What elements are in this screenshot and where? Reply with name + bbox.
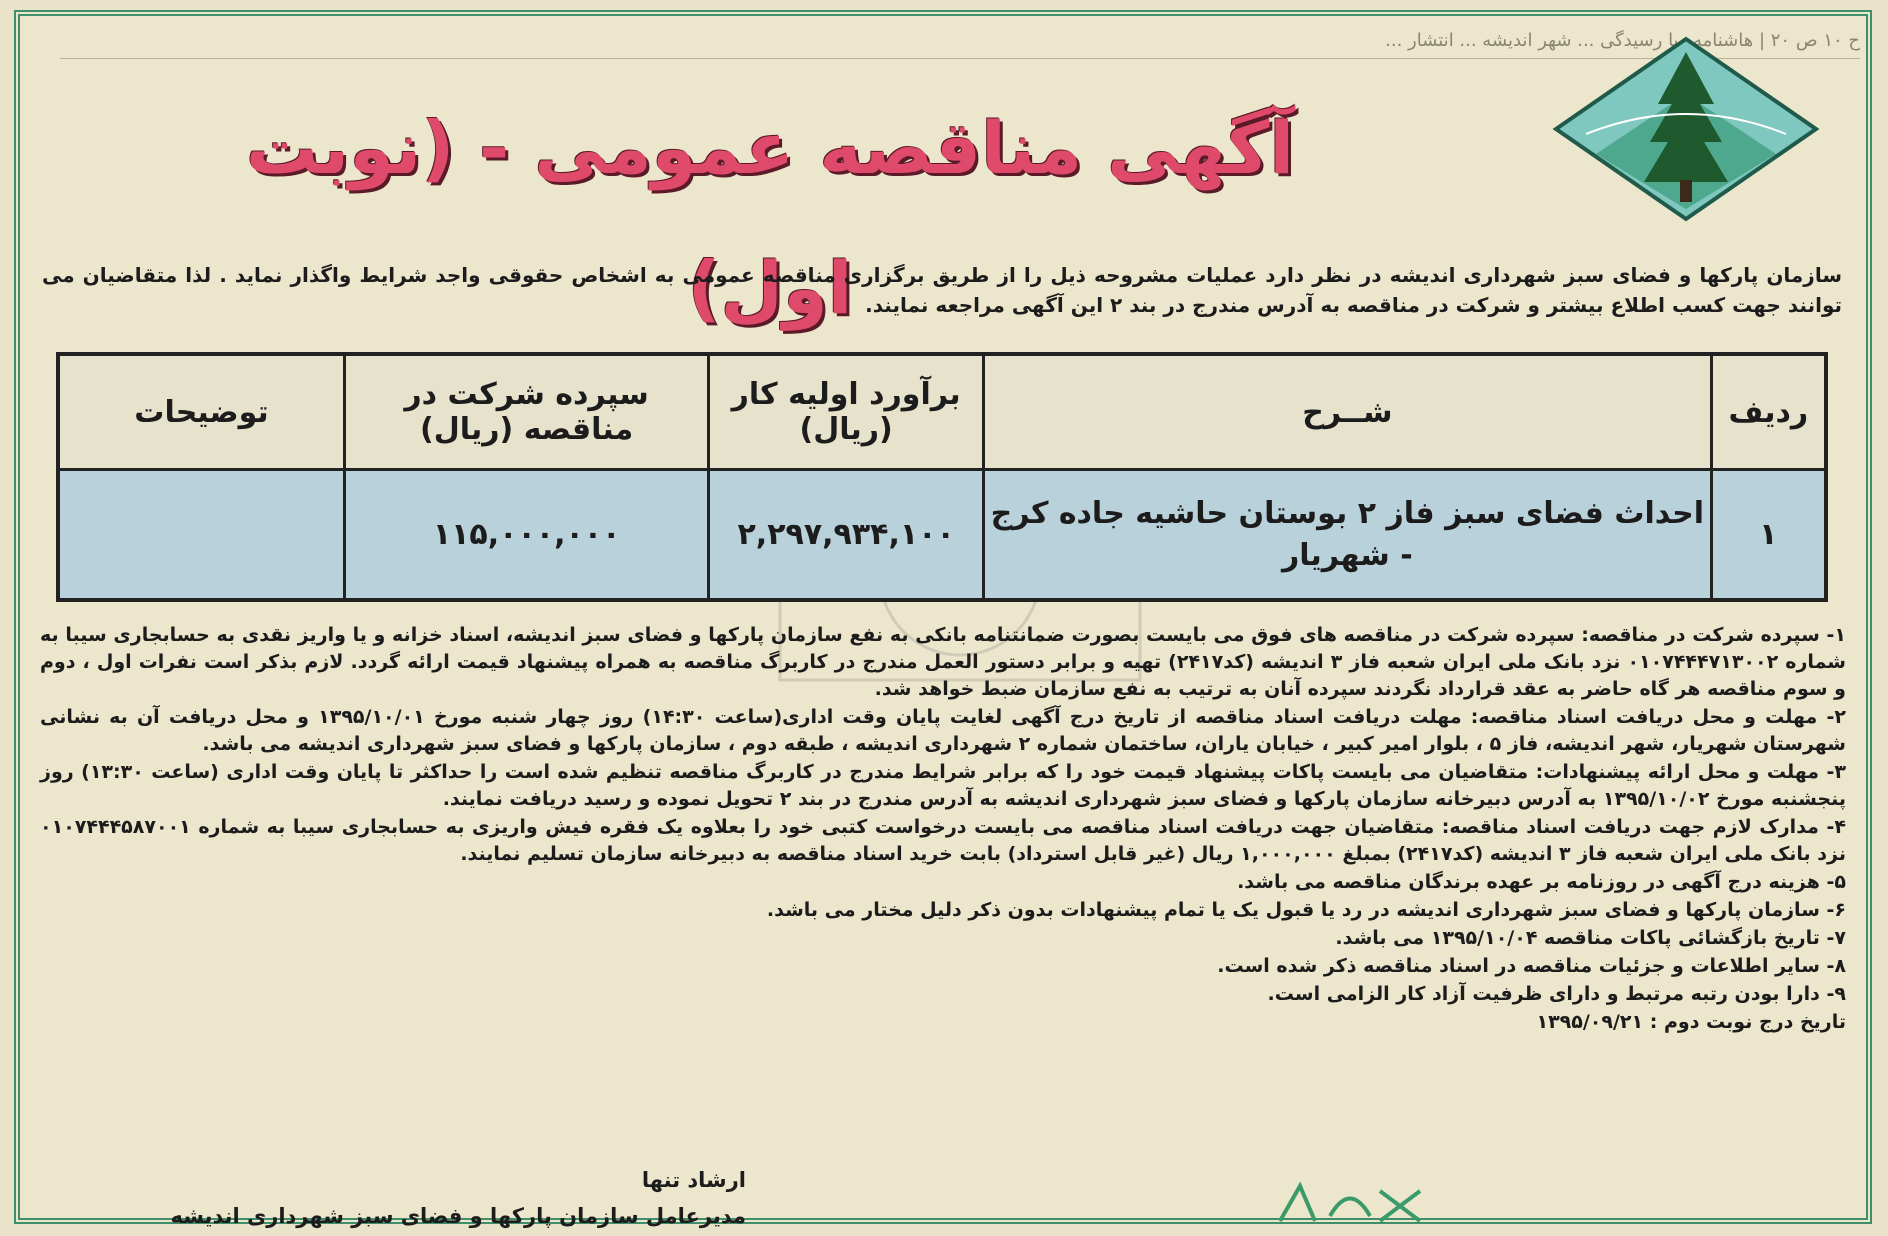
condition-text: تاریخ درج نوبت دوم : ۱۳۹۵/۰۹/۲۱ [1536, 1011, 1846, 1033]
condition-text: ۹- دارا بودن رتبه مرتبط و دارای ظرفیت آزاد کار الزامی است. [1267, 983, 1846, 1005]
signatory-position: مدیرعامل سازمان پارکها و فضای سبز شهرداری اندیشه [170, 1204, 746, 1228]
cell-deposit: ۱۱۵,۰۰۰,۰۰۰ [344, 470, 708, 601]
table-row [58, 470, 1826, 601]
condition-item [40, 869, 1846, 896]
condition-item [40, 981, 1846, 1008]
condition-heading: ۱- سپرده شرکت در مناقصه: [1581, 624, 1846, 646]
tender-table [56, 352, 1828, 602]
signature-block [46, 1162, 746, 1234]
cell-description: احداث فضای سبز فاز ۲ بوستان حاشیه جاده کرج - شهریار [984, 470, 1712, 601]
col-header-description: شــرح [984, 354, 1712, 470]
condition-text: متقاضیان می بایست پاکات پیشنهاد قیمت خود را که برابر شرایط مندرج در کاربرگ مناقصه تنظیم شده است را حداکثر تا پایان وقت اداری (ساعت ۱۳:۳۰) روز پنجشنبه مورخ ۱۳۹۵/۱۰/۰۲ به آدرس دبیرخانه سازمان پارکها و فضای سبز شهرداری اندیشه به آدرس مندرج در بند ۲ تحویل نموده و رسید دریافت نمایند. [40, 761, 1846, 810]
condition-item [40, 814, 1846, 868]
intro-paragraph: سازمان پارکها و فضای سبز شهرداری اندیشه در نظر دارد عملیات مشروحه ذیل را از طریق برگزاری مناقصه عمومی به اشخاص حقوقی واجد شرایط واگذار نماید . لذا متقاضیان می توانند جهت کسب اطلاع بیشتر و شرکت در مناقصه به آدرس مندرج در بند ۲ این آگهی مراجعه نمایند. [42, 263, 1842, 317]
col-header-row-number: ردیف [1711, 354, 1826, 470]
condition-text: ۶- سازمان پارکها و فضای سبز شهرداری اندیشه در رد یا قبول یک یا تمام پیشنهادات بدون ذکر دلیل مختار می باشد. [766, 899, 1846, 921]
condition-heading: ۲- مهلت و محل دریافت اسناد مناقصه: [1470, 706, 1846, 728]
cell-estimate: ۲,۲۹۷,۹۳۴,۱۰۰ [709, 470, 984, 601]
col-header-deposit: سپرده شرکت در مناقصه (ریال) [344, 354, 708, 470]
table-header-row [58, 354, 1826, 470]
top-strip: ح ۱۰ ص ۲۰ | هاشنامه ربا رسیدگی ... شهر اندیشه ... انتشار ... [60, 30, 1860, 59]
handwritten-mark [1270, 1176, 1430, 1226]
condition-text: سپرده شرکت در مناقصه های فوق می بایست بصورت ضمانتنامه بانکی به نفع سازمان پارکها و فضای سبز اندیشه، اسناد خزانه و یا واریز نقدی به حسابجاری سیبا به شماره ۰۱۰۷۴۴۴۷۱۳۰۰۲ نزد بانک ملی ایران شعبه فاز ۳ اندیشه (کد۲۴۱۷) تهیه و برابر دستور العمل مندرج در کاربرگ مناقصه به همراه پیشنهاد قیمت ارائه گردد. لازم بذکر است نفرات اول ، دوم و سوم مناقصه هر گاه حاضر به عقد قرارداد نگردند سپرده آنان به ترتیب به نفع سازمان ضبط خواهد شد. [40, 624, 1846, 700]
condition-item [40, 953, 1846, 980]
page-title: آگهی مناقصه عمومی - (نوبت اول) [245, 106, 1295, 330]
cell-notes [58, 470, 344, 601]
condition-heading: ۴- مدارک لازم جهت دریافت اسناد مناقصه: [1441, 816, 1846, 838]
condition-text: ۵- هزینه درج آگهی در روزنامه بر عهده برندگان مناقصه می باشد. [1237, 871, 1846, 893]
signatory-name: ارشاد تنها [641, 1168, 746, 1192]
condition-text: ۸- سایر اطلاعات و جزئیات مناقصه در اسناد مناقصه ذکر شده است. [1217, 955, 1846, 977]
cell-row-number: ۱ [1711, 470, 1826, 601]
condition-item [40, 622, 1846, 703]
condition-item [40, 897, 1846, 924]
condition-heading: ۳- مهلت و محل ارائه پیشنهادات: [1535, 761, 1847, 783]
condition-text: ۷- تاریخ بازگشائی پاکات مناقصه ۱۳۹۵/۱۰/۰۴ می باشد. [1335, 927, 1846, 949]
organization-logo [1546, 34, 1826, 224]
condition-item [40, 925, 1846, 952]
col-header-notes: توضیحات [58, 354, 344, 470]
condition-text: متقاضیان جهت دریافت اسناد مناقصه می بایست درخواست کتبی خود را بعلاوه یک فقره فیش واریزی به حسابجاری سیبا به شماره ۰۱۰۷۴۴۴۵۸۷۰۰۱ نزد بانک ملی ایران شعبه فاز ۳ اندیشه (کد۲۴۱۷) بمبلغ ۱,۰۰۰,۰۰۰ ریال (غیر قابل استرداد) بابت خرید اسناد مناقصه به دبیرخانه سازمان تسلیم نمایند. [40, 816, 1846, 865]
col-header-estimate: برآورد اولیه کار (ریال) [709, 354, 984, 470]
condition-text: مهلت دریافت اسناد مناقصه از تاریخ درج آگهی لغایت پایان وقت اداری(ساعت ۱۴:۳۰) روز چهار شنبه مورخ ۱۳۹۵/۱۰/۰۱ و محل دریافت آن به نشانی شهرستان شهریار، شهر اندیشه، فاز ۵ ، بلوار امیر کبیر ، خیابان یاران، ساختمان شماره ۲ شهرداری اندیشه ، طبقه دوم ، سازمان پارکها و فضای سبز شهرداری اندیشه می باشد. [40, 706, 1846, 755]
second-publish-date [40, 1009, 1846, 1036]
condition-item [40, 759, 1846, 813]
condition-item [40, 704, 1846, 758]
conditions-list [40, 622, 1846, 1037]
